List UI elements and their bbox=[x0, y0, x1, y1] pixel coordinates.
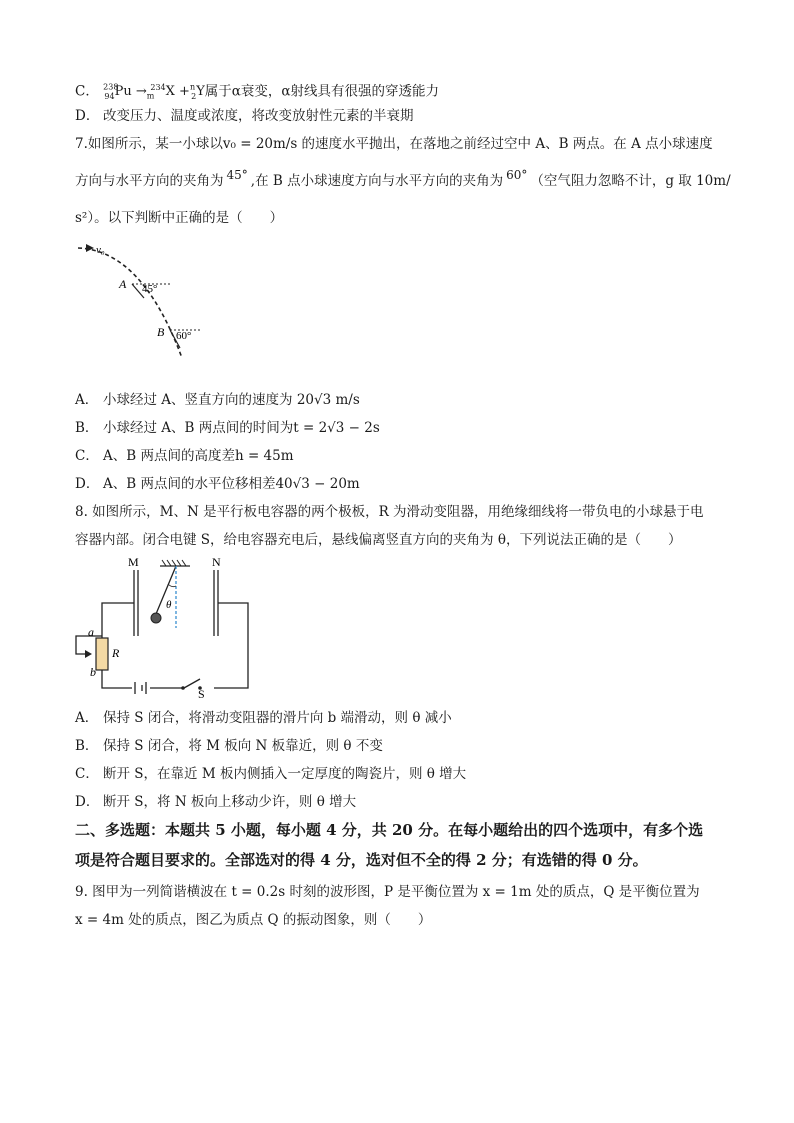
angle-60: 60° bbox=[506, 168, 528, 182]
wire-left-bottom bbox=[102, 670, 132, 688]
q6-option-d: D． 改变压力、温度或浓度，将改变放射性元素的半衰期 bbox=[75, 108, 414, 124]
q6-option-c: C． $^{238}_{94}Pu \to_m^{234}X +^n_2Y$属于α衰变，α射线具有很强的穿透能力 bbox=[75, 83, 440, 101]
q8-stem-line1: 8. 如图所示，M、N 是平行板电容器的两个极板，R 为滑动变阻器，用绝缘细线将一带负电的小球悬于电 bbox=[75, 504, 704, 520]
q7-stem-line1: 7.如图所示，某一小球以v₀ = 20m/s 的速度水平抛出，在落地之前经过空中 A、B 两点。在 A 点小球速度 bbox=[75, 136, 713, 152]
q7-stem-line2: 方向与水平方向的夹角为 45° ,在 B 点小球速度方向与水平方向的夹角为 60° （空气阻力忽略不计，g 取 10m/ bbox=[75, 168, 731, 189]
q7-option-b: B． 小球经过 A、B 两点间的时间为t = 2√3 − 2s bbox=[75, 420, 380, 436]
angle-45: 45° bbox=[226, 168, 248, 182]
label-r: R bbox=[112, 646, 120, 660]
theta-arc bbox=[168, 584, 176, 587]
section2-heading-line1: 二、多选题：本题共 5 小题，每小题 4 分，共 20 分。在每小题给出的四个选项中，有多个选 bbox=[75, 821, 704, 839]
section2-heading-line2: 项是符合题目要求的。全部选对的得 4 分，选对但不全的得 2 分；有选错的得 0 分。 bbox=[75, 851, 648, 869]
label-theta: θ bbox=[166, 599, 172, 611]
charged-ball bbox=[151, 613, 161, 623]
slider-arrow bbox=[85, 650, 92, 658]
point-b-label: B bbox=[157, 325, 165, 339]
v0-arrow bbox=[86, 244, 94, 252]
label-m: M bbox=[128, 558, 139, 569]
q7-stem-line3: s²）。以下判断中正确的是（ ） bbox=[75, 210, 284, 226]
capacitor-circuit-figure bbox=[72, 558, 262, 698]
q8-option-a: A． 保持 S 闭合，将滑动变阻器的滑片向 b 端滑动，则 θ 减小 bbox=[75, 710, 452, 726]
resistor-r bbox=[96, 638, 108, 670]
label-n: N bbox=[212, 558, 221, 569]
label-a: a bbox=[88, 625, 94, 639]
q8-stem-line2: 容器内部。闭合电键 S，给电容器充电后，悬线偏离竖直方向的夹角为 θ，下列说法正确的是（ ） bbox=[75, 532, 682, 548]
label-s: S bbox=[198, 687, 205, 698]
wire-left-top bbox=[102, 603, 134, 638]
q8-option-d: D． 断开 S，将 N 板向上移动少许，则 θ 增大 bbox=[75, 794, 357, 810]
angle-b-label: 60° bbox=[176, 330, 192, 342]
q8-option-c: C． 断开 S，在靠近 M 板内侧插入一定厚度的陶瓷片，则 θ 增大 bbox=[75, 766, 467, 782]
q8-option-b: B． 保持 S 闭合，将 M 板向 N 板靠近，则 θ 不变 bbox=[75, 738, 383, 754]
trajectory-dashed-curve bbox=[78, 248, 182, 358]
q7-option-a: A． 小球经过 A、竖直方向的速度为 20√3 m/s bbox=[75, 392, 360, 408]
q7-option-d: D． A、B 两点间的水平位移相差40√3 − 20m bbox=[75, 476, 360, 492]
v0-label: v₀ bbox=[96, 244, 105, 256]
point-a-label: A bbox=[119, 277, 127, 291]
label-b: b bbox=[90, 665, 96, 679]
projectile-figure bbox=[72, 240, 212, 370]
angle-a-label: 45° bbox=[142, 283, 158, 295]
q9-stem-line2: x = 4m 处的质点，图乙为质点 Q 的振动图象，则（ ） bbox=[75, 912, 432, 928]
nuclear-equation: $^{238}_{94}Pu \to_m^{234}X +^n_2Y$ bbox=[103, 83, 205, 101]
wire-right bbox=[214, 603, 248, 688]
q7-option-c: C． A、B 两点间的高度差h = 45m bbox=[75, 448, 294, 464]
q9-stem-line1: 9. 图甲为一列简谐横波在 t = 0.2s 时刻的波形图，P 是平衡位置为 x = 1m 处的质点，Q 是平衡位置为 bbox=[75, 884, 700, 900]
